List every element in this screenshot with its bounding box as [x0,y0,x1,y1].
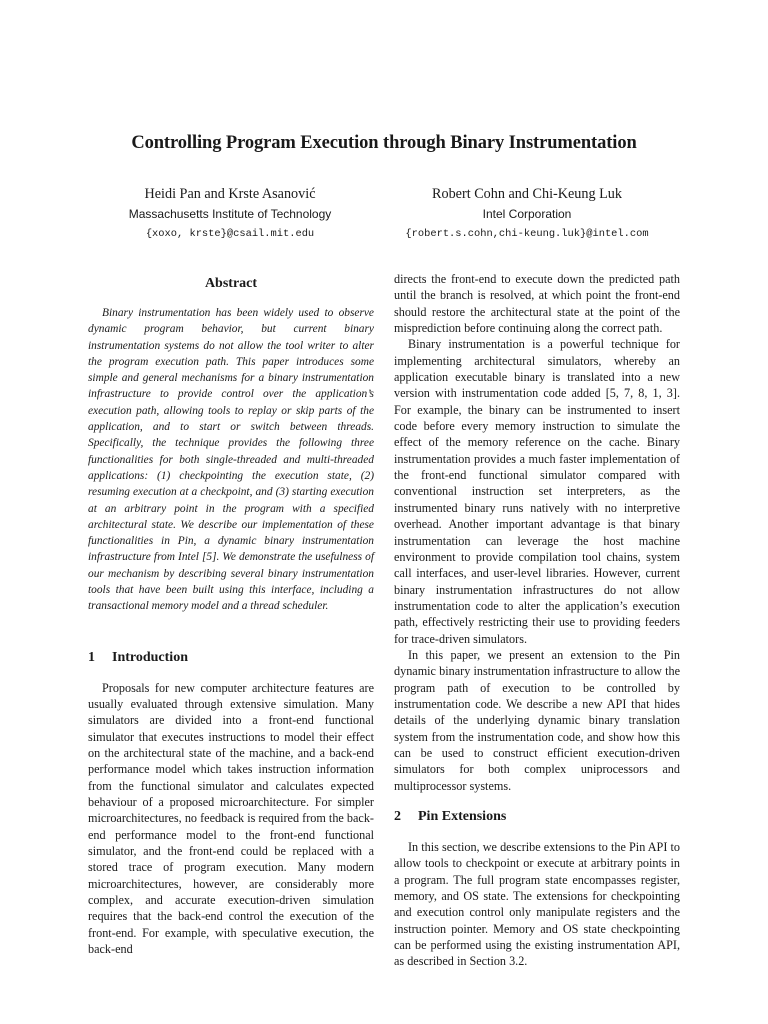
author-names: Robert Cohn and Chi-Keung Luk [432,186,622,202]
author-names: Heidi Pan and Krste Asanović [144,186,316,202]
author-email: {xoxo, krste}@csail.mit.edu [145,228,315,240]
section-heading-pin-extensions [394,807,680,827]
section-title: Pin Extensions [418,809,507,824]
introduction-paragraph: Proposals for new computer architecture features are usually evaluated through extensive simulation. Many simulators are divided into a front-end functional simulator that executes instructions to model their effect on the architectural state of the machine, and a back-end performance model which takes instruction information from the functional simulator and calculates expected behaviour of a proposed microarchitecture. For simpler microarchitectures, no feedback is required from the back-end performance model to the front-end functional simulator, and the front-end could be replaced with a stored trace of program execution. Many modern microarchitectures, however, are considerably more complex, and accurate execution-driven simulation requires that the back-end control the execution of the front-end. For example, with speculative execution, the back-end [88,680,374,957]
section-title: Introduction [112,649,188,665]
body-paragraph: In this paper, we present an extension to the Pin dynamic binary instrumentation infrastructure to allow the program path of execution to be controlled by instrumentation code. We describe a new API that hides details of the underlying dynamic binary translation system from the instrumentation code, and show how this can be used to construct efficient execution-driven simulators for both complex uniprocessors and multiprocessor systems. [394,647,680,793]
author-affiliation: Intel Corporation [482,207,572,221]
section-number: 2 [394,809,401,824]
author-email: {robert.s.cohn,chi-keung.luk}@intel.com [405,228,649,240]
abstract-heading: Abstract [204,276,258,291]
right-column [394,271,680,970]
paper-title: Controlling Program Execution through Binary Instrumentation [131,133,637,153]
author-affiliation: Massachusetts Institute of Technology [128,207,332,221]
continuation-paragraph: directs the front-end to execute down the predicted path until the branch is resolved, at which point the front-end should restore the architectural state at the point of the misprediction before continuing along the correct path. [394,272,680,336]
abstract-text: Binary instrumentation has been widely used to observe dynamic program behavior, but current binary instrumentation systems do not allow the tool writer to alter the program execution path. This paper introduces some simple and general mechanisms for a binary instrumentation infrastructure to provide control over the application’s execution path, allowing tools to replay or skip parts of the application, and to start or switch between threads. Specifically, the technique provides the following three functionalities for both single-threaded and multi-threaded applications: (1) checkpointing the execution state, (2) resuming execution at a checkpoint, and (3) starting execution at an arbitrary point in the program with a specified architectural state. We describe our implementation of these functionalities in Pin, a dynamic binary instrumentation infrastructure from Intel [5]. We demonstrate the usefulness of our mechanism by describing several binary instrumentation tools that have been built using this interface, including a transactional memory model and a thread scheduler. [88,307,374,613]
section-heading-introduction [88,648,374,668]
pin-extensions-paragraph: In this section, we describe extensions to the Pin API to allow tools to checkpoint or execute at arbitrary points in a program. The full program state encompasses register, memory, and OS state. The extensions for checkpointing and execution control only manipulate registers and the instruction pointer. Memory and OS state checkpointing can be performed using the existing instrumentation API, as described in Section 3.2. [394,840,680,969]
body-paragraph: Binary instrumentation is a powerful technique for implementing architectural simulators, whereby an application executable binary is translated into a new version with instrumentation code added [5, 7, 8, 1, 3]. For example, the binary can be instrumented to insert code before every memory instruction to simulate the effect of the memory reference on the cache. Binary instrumentation provides a much faster implementation of the front-end functional simulator compared with conventional instruction set interpreters, as the instrumented binary runs natively with no interpretive overhead. Another important advantage is that binary instrumentation can leverage the host machine environment to provide compilation tool chains, system call interfaces, and user-level libraries. However, current binary instrumentation infrastructures do not allow instrumentation code to alter the application’s execution path, effectively restricting their use to providing feeders for trace-driven simulators. [394,337,680,646]
left-column [88,272,374,957]
section-number: 1 [88,649,95,665]
author-block-intel [347,184,707,243]
